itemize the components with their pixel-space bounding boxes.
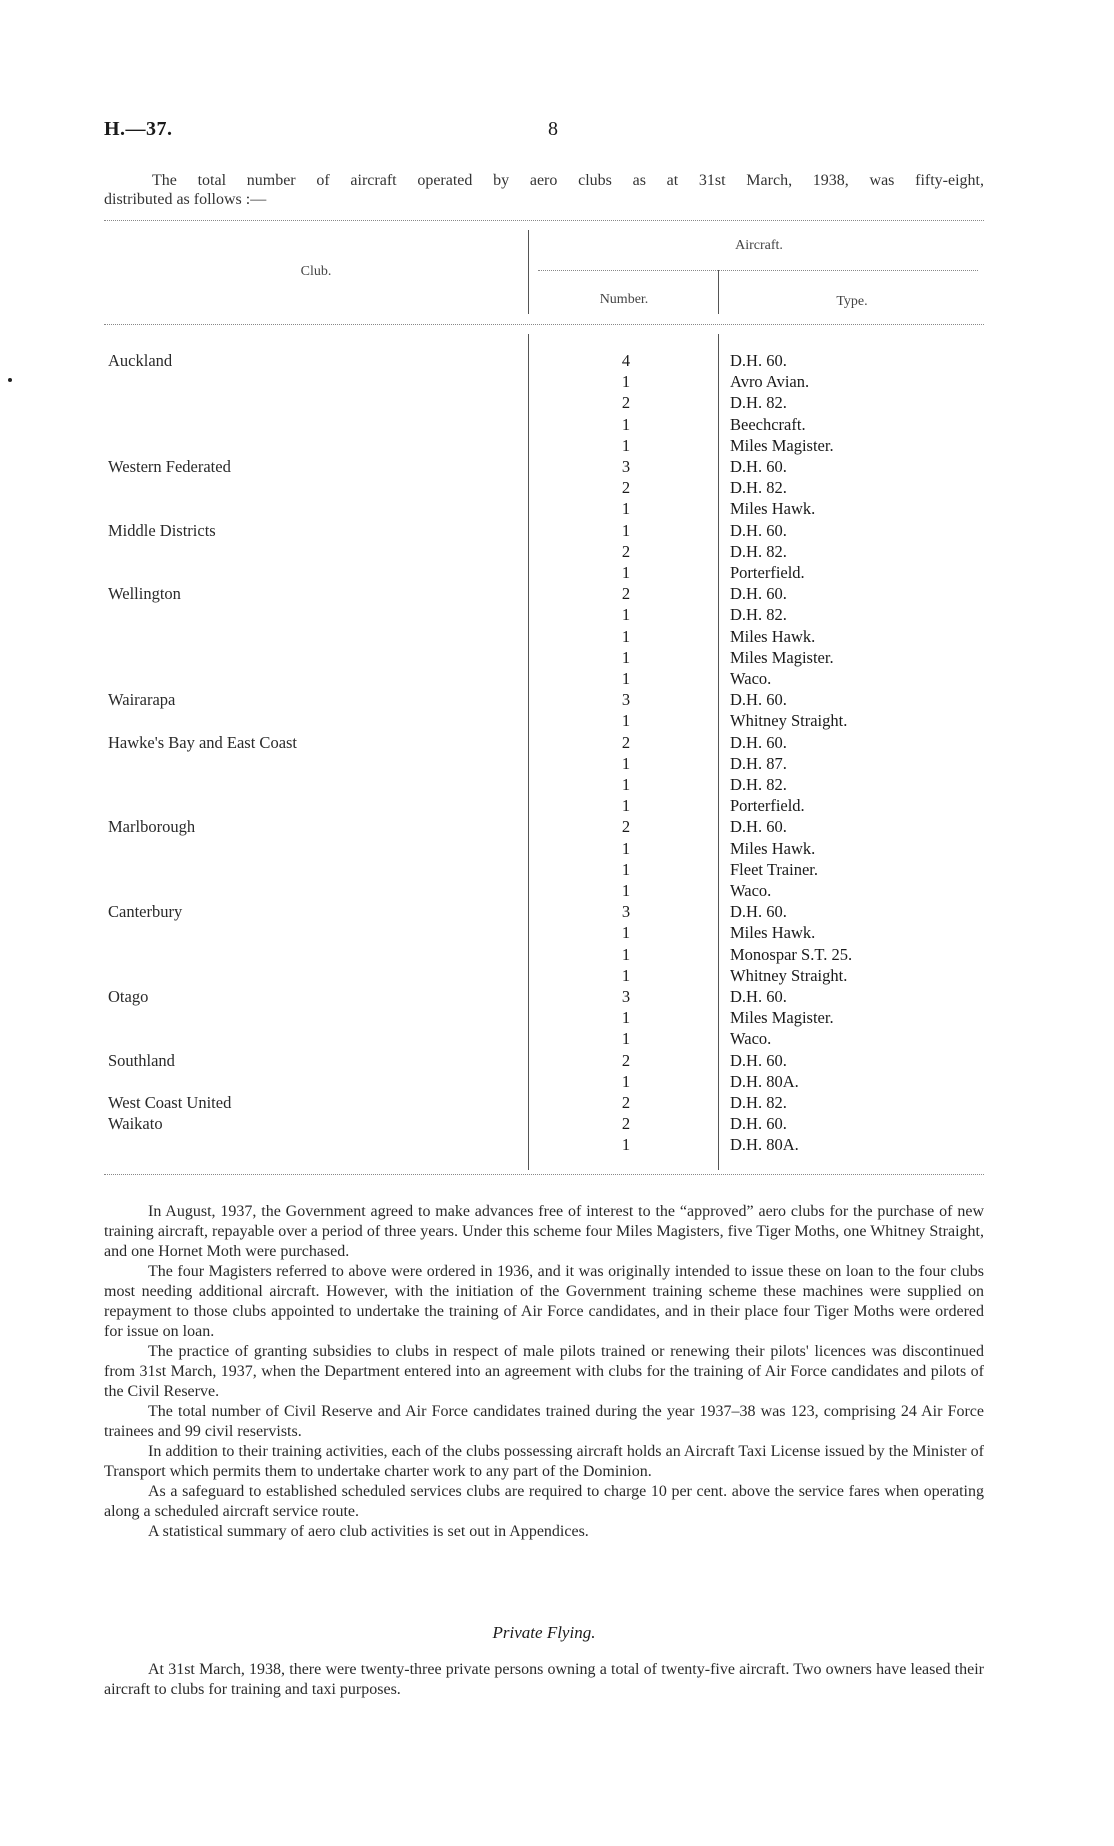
header-type: Type. <box>836 294 868 309</box>
aircraft-type: D.H. 82. <box>730 393 787 413</box>
club-cell <box>108 901 528 922</box>
aircraft-type: D.H. 82. <box>730 775 787 794</box>
table-row <box>104 583 984 604</box>
table-row <box>104 859 984 880</box>
table-row <box>104 1007 984 1028</box>
aircraft-type: D.H. 80A. <box>730 1071 799 1091</box>
club-name: Middle Districts <box>108 521 220 540</box>
table-row <box>104 604 984 625</box>
club-name: Waikato <box>108 1114 167 1133</box>
table-row <box>104 1134 984 1155</box>
aircraft-type: Porterfield. <box>730 796 805 816</box>
aircraft-number: 1 <box>621 499 631 519</box>
header-aircraft: Aircraft. <box>735 238 783 253</box>
table-row <box>104 922 984 943</box>
club-cell <box>108 520 528 541</box>
aircraft-type: D.H. 60. <box>730 690 787 710</box>
header-club: Club. <box>300 264 332 279</box>
aircraft-number: 2 <box>621 584 631 604</box>
aircraft-type: D.H. 82. <box>730 478 787 498</box>
aircraft-number: 1 <box>621 796 631 816</box>
aircraft-number: 2 <box>621 732 631 752</box>
club-name: Wairarapa <box>108 690 179 709</box>
aircraft-type: Waco. <box>730 881 772 900</box>
club-cell <box>108 1092 528 1113</box>
aircraft-table <box>104 216 984 1174</box>
table-row <box>104 816 984 837</box>
aircraft-number: 1 <box>621 520 631 540</box>
aircraft-number: 1 <box>621 775 631 794</box>
aircraft-subheader-rule <box>538 270 978 271</box>
table-row <box>104 1028 984 1049</box>
aircraft-type: D.H. 60. <box>730 1050 787 1070</box>
aircraft-type: Miles Hawk. <box>730 923 816 943</box>
paragraph: In addition to their training activities, each of the clubs possessing aircraft holds an Aircraft Taxi License issued by the Minister of Transport which permits them to undertake charter work to any part of the Dominion. <box>104 1443 984 1480</box>
table-row <box>104 350 984 371</box>
aircraft-type: Avro Avian. <box>730 372 810 392</box>
aircraft-number: 1 <box>621 944 631 964</box>
club-cell <box>108 350 528 371</box>
aircraft-number: 1 <box>621 372 631 392</box>
table-row <box>104 838 984 859</box>
aircraft-type: D.H. 60. <box>730 817 787 837</box>
club-cell <box>108 583 528 604</box>
table-row <box>104 371 984 392</box>
intro-line-1: The total number of aircraft operated by aero clubs as at 31st March, 1938, was fifty-eight, <box>152 172 984 189</box>
private-flying-paragraph <box>104 1660 984 1700</box>
aircraft-number: 1 <box>621 1008 631 1028</box>
aircraft-type: Fleet Trainer. <box>730 859 819 879</box>
aircraft-type: D.H. 82. <box>730 541 787 561</box>
aircraft-number: 1 <box>621 859 631 879</box>
paragraph: The four Magisters referred to above were ordered in 1936, and it was originally intended to issue these on loan to the four clubs most needing additional aircraft. However, with the initiation of the Government training scheme these machines were supplied on repayment to those clubs appointed to undertake the training of Air Force candidates, and in their place four Tiger Moths were ordered for issue on loan. <box>104 1263 984 1340</box>
aircraft-number: 1 <box>621 1071 631 1091</box>
aircraft-number: 2 <box>621 1093 631 1112</box>
table-row <box>104 986 984 1007</box>
table-row <box>104 689 984 710</box>
aircraft-number: 3 <box>621 457 631 476</box>
club-name: Hawke's Bay and East Coast <box>108 733 301 752</box>
aircraft-number: 4 <box>621 351 631 370</box>
aircraft-type: Miles Magister. <box>730 647 834 667</box>
table-row <box>104 1092 984 1113</box>
club-name: Marlborough <box>108 817 199 836</box>
aircraft-number: 2 <box>621 817 631 837</box>
aircraft-type: Whitney Straight. <box>730 965 848 985</box>
paragraph: A statistical summary of aero club activities is set out in Appendices. <box>148 1523 589 1540</box>
aircraft-number: 3 <box>621 690 631 710</box>
club-cell <box>108 732 528 753</box>
table-row <box>104 753 984 774</box>
table-row <box>104 668 984 689</box>
aircraft-number: 2 <box>621 393 631 413</box>
aircraft-type: Beechcraft. <box>730 414 806 434</box>
aircraft-number: 1 <box>621 753 631 773</box>
aircraft-number: 1 <box>621 414 631 434</box>
aircraft-number: 1 <box>621 1135 631 1155</box>
aircraft-type: D.H. 60. <box>730 902 787 922</box>
table-row <box>104 456 984 477</box>
aircraft-number: 1 <box>621 435 631 455</box>
table-row <box>104 774 984 795</box>
table-row <box>104 647 984 668</box>
aircraft-number: 1 <box>621 669 631 688</box>
aircraft-type: Waco. <box>730 669 772 688</box>
aircraft-type: Miles Hawk. <box>730 838 816 858</box>
club-name: Otago <box>108 987 152 1006</box>
table-row <box>104 965 984 986</box>
aircraft-type: D.H. 60. <box>730 584 787 604</box>
aircraft-number: 3 <box>621 902 631 922</box>
header-divider-type <box>718 270 719 314</box>
aircraft-number: 1 <box>621 647 631 667</box>
aircraft-type: Monospar S.T. 25. <box>730 944 853 964</box>
paragraph: The total number of Civil Reserve and Air Force candidates trained during the year 1937–38 was 123, comprising 24 Air Force trainees and 99 civil reservists. <box>104 1403 984 1440</box>
aircraft-type: D.H. 60. <box>730 351 787 370</box>
table-row <box>104 795 984 816</box>
aircraft-type: D.H. 60. <box>730 457 787 476</box>
table-row <box>104 880 984 901</box>
table-row <box>104 626 984 647</box>
paragraph: The practice of granting subsidies to clubs in respect of male pilots trained or renewing their pilots' licences was discontinued from 31st March, 1937, when the Department entered into an agreement with clubs for the training of Air Force candidates and pilots of the Civil Reserve. <box>104 1343 984 1400</box>
aircraft-number: 2 <box>621 1050 631 1070</box>
club-cell <box>108 986 528 1007</box>
section-title-private-flying: Private Flying. <box>492 1623 596 1642</box>
paragraph: At 31st March, 1938, there were twenty-three private persons owning a total of twenty-five aircraft. Two owners have leased their aircraft to clubs for training and taxi purposes. <box>104 1661 984 1698</box>
club-name: West Coast United <box>108 1093 235 1112</box>
aircraft-type: D.H. 82. <box>730 1093 787 1112</box>
aircraft-number: 1 <box>621 965 631 985</box>
club-name: Southland <box>108 1051 179 1070</box>
header-divider <box>528 230 529 314</box>
intro-line-2: distributed as follows :— <box>104 191 267 208</box>
table-top-rule <box>104 220 984 221</box>
aircraft-number: 1 <box>621 838 631 858</box>
aircraft-number: 1 <box>621 923 631 943</box>
header-bottom-rule <box>104 324 984 325</box>
aircraft-type: D.H. 82. <box>730 605 787 625</box>
aircraft-number: 3 <box>621 987 631 1006</box>
table-row <box>104 392 984 413</box>
table-row <box>104 1050 984 1071</box>
aircraft-type: D.H. 60. <box>730 987 787 1006</box>
paragraph: In August, 1937, the Government agreed to make advances free of interest to the “approved” aero clubs for the purchase of new training aircraft, repayable over a period of three years. Under this scheme four Miles Magisters, five Tiger Moths, one Whitney Straight, and one Hornet Moth were purchased. <box>104 1203 984 1260</box>
aircraft-number: 1 <box>621 1029 631 1049</box>
page-number: 8 <box>548 118 558 140</box>
club-name: Western Federated <box>108 457 235 476</box>
table-row <box>104 1113 984 1134</box>
aircraft-type: Miles Hawk. <box>730 626 816 646</box>
aircraft-number: 1 <box>621 563 631 582</box>
table-row <box>104 414 984 435</box>
club-cell <box>108 816 528 837</box>
aircraft-number: 2 <box>621 1114 631 1134</box>
document-reference: H.—37. <box>104 118 173 140</box>
aircraft-type: Miles Hawk. <box>730 499 816 519</box>
aircraft-type: D.H. 60. <box>730 1114 787 1134</box>
table-row <box>104 732 984 753</box>
table-row <box>104 710 984 731</box>
table-row <box>104 498 984 519</box>
table-bottom-rule <box>104 1174 984 1175</box>
aircraft-type: D.H. 60. <box>730 732 787 752</box>
aircraft-type: Miles Magister. <box>730 435 834 455</box>
aircraft-type: Miles Magister. <box>730 1008 834 1028</box>
table-row <box>104 541 984 562</box>
header-number: Number. <box>599 292 649 307</box>
intro-paragraph <box>104 171 984 209</box>
club-cell <box>108 1113 528 1134</box>
club-cell <box>108 1050 528 1071</box>
table-row <box>104 520 984 541</box>
aircraft-number: 1 <box>621 605 631 625</box>
club-name: Auckland <box>108 351 176 370</box>
aircraft-number: 1 <box>621 626 631 646</box>
club-cell <box>108 456 528 477</box>
club-name: Canterbury <box>108 902 186 921</box>
aircraft-number: 1 <box>621 711 631 731</box>
table-row <box>104 477 984 498</box>
table-row <box>104 901 984 922</box>
table-row <box>104 1071 984 1092</box>
aircraft-type: D.H. 80A. <box>730 1135 799 1155</box>
table-row <box>104 435 984 456</box>
aircraft-type: D.H. 60. <box>730 520 787 540</box>
club-name: Wellington <box>108 584 185 603</box>
aircraft-number: 1 <box>621 881 631 900</box>
aircraft-type: Waco. <box>730 1029 772 1049</box>
aircraft-type: Porterfield. <box>730 563 805 582</box>
aircraft-type: D.H. 87. <box>730 753 787 773</box>
club-cell <box>108 689 528 710</box>
body-paragraphs <box>104 1202 984 1542</box>
aircraft-number: 2 <box>621 478 631 498</box>
aircraft-number: 2 <box>621 541 631 561</box>
table-row <box>104 562 984 583</box>
table-row <box>104 944 984 965</box>
paragraph: As a safeguard to established scheduled services clubs are required to charge 10 per cent. above the service fares when operating along a scheduled aircraft service route. <box>104 1483 984 1520</box>
margin-mark <box>8 378 12 382</box>
aircraft-type: Whitney Straight. <box>730 711 848 731</box>
